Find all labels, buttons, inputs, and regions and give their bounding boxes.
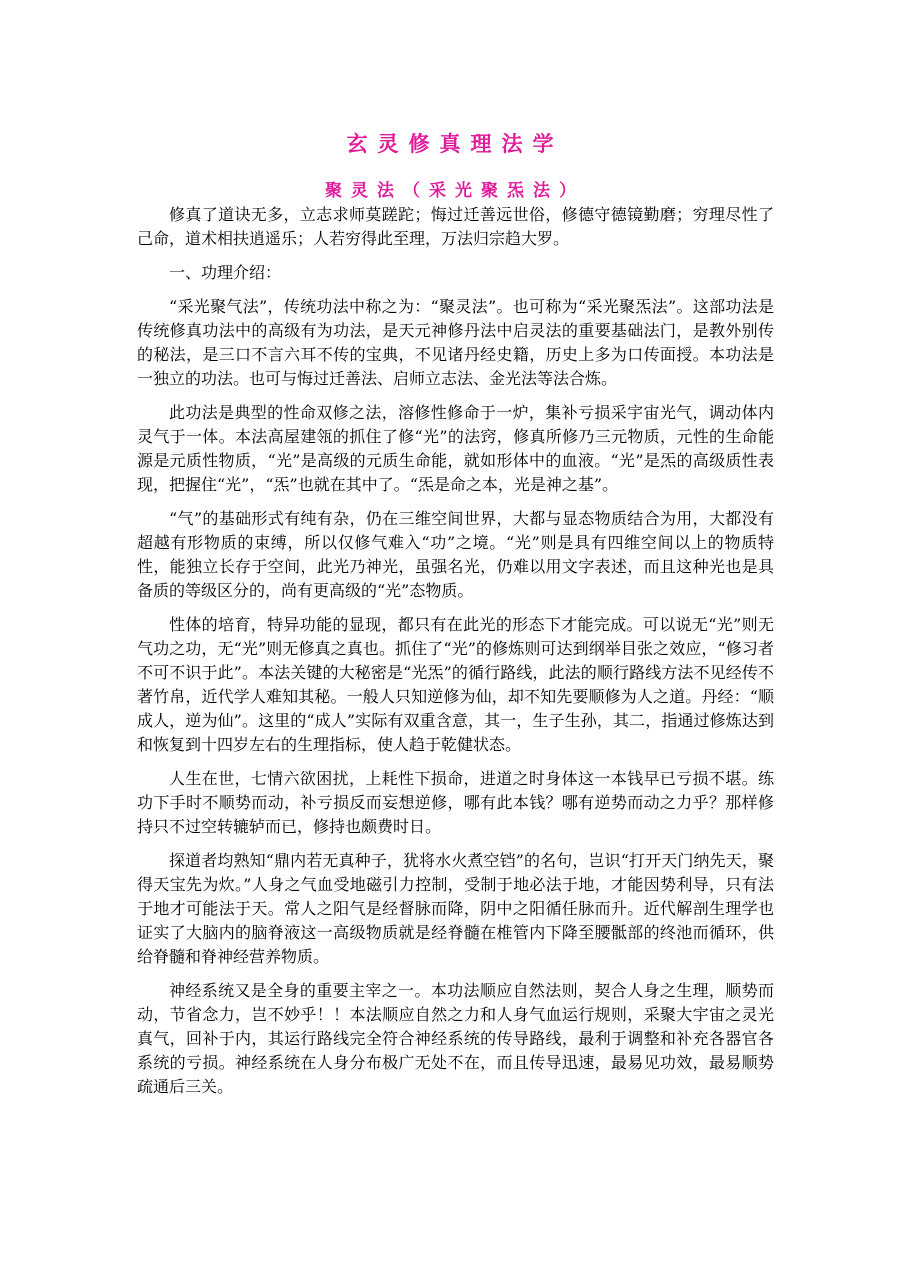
body-paragraph-1: “采光聚气法”，传统功法中称之为：“聚灵法”。也可称为“采光聚炁法”。这部功法是传统修真功法中的高级有为功法，是天元神修丹法中启灵法的重要基础法门，是教外别传的秘法，是三口不言六耳不传的宝典，不见诸丹经史籍，历史上多为口传面授。本功法是一独立的功法。也可与悔过迁善法、启师立志法、金光法等法合炼。 <box>137 297 774 388</box>
body-paragraph-6: 探道者均熟知“鼎内若无真种子，犹将水火煮空铛”的名句，岂识“打开天门纳先天，聚得天宝先为炊。”人身之气血受地磁引力控制，受制于地必法于地，才能因势利导，只有法于地才可能法于天。常人之阳气是经督脉而降，阴中之阳循任脉而升。近代解剖生理学也证实了大脑内的脑脊液这一高级物质就是经脊髓在椎管内下降至腰骶部的终池而循环，供给脊髓和脊神经营养物质。 <box>137 851 774 966</box>
body-paragraph-7: 神经系统又是全身的重要主宰之一。本功法顺应自然法则，契合人身之生理，顺势而动，节省念力，岂不妙乎！！本法顺应自然之力和人身气血运行规则，采聚大宇宙之灵光真气，回补于内，其运行路线完全符合神经系统的传导路线，最利于调整和补充各器官各系统的亏损。神经系统在人身分布极广无处不在，而且传导迅速，最易见功效，最易顺势疏通后三关。 <box>137 981 774 1096</box>
document-body <box>137 203 774 1109</box>
body-paragraph-2: 此功法是典型的性命双修之法，溶修性修命于一炉，集补亏损采宇宙光气，调动体内灵气于一体。本法高屋建瓴的抓住了修“光”的法窍，修真所修乃三元物质，元性的生命能源是元质性物质，“光”是高级的元质生命能，就如形体中的血液。“光”是炁的高级质性表现，把握住“光”，“炁”也就在其中了。“炁是命之本，光是神之基”。 <box>137 403 774 494</box>
document-title: 玄灵修真理法学 <box>346 131 564 156</box>
body-paragraph-5: 人生在世，七情六欲困扰，上耗性下损命，进道之时身体这一本钱早已亏损不堪。练功下手时不顺势而动，补亏损反而妄想逆修，哪有此本钱？哪有逆势而动之力乎？那样修持只不过空转辘轳而已，修持也颇费时日。 <box>137 769 774 836</box>
intro-paragraph: 修真了道诀无多，立志求师莫蹉跎；悔过迁善远世俗，修德守德镜勤磨；穷理尽性了己命，道术相扶逍遥乐；人若穷得此至理，万法归宗趋大罗。 <box>137 205 774 248</box>
body-paragraph-3: “气”的基础形式有纯有杂，仍在三维空间世界，大都与显态物质结合为用，大都没有超越有形物质的束缚，所以仅修气难入“功”之境。“光”则是具有四维空间以上的物质特性，能独立长存于空间，此光乃神光，虽强名光，仍难以用文字表述，而且这种光也是具备质的等级区分的，尚有更高级的“光”态物质。 <box>137 509 774 600</box>
section-heading: 一、功理介绍： <box>169 263 282 282</box>
body-paragraph-4: 性体的培育，特异功能的显现，都只有在此光的形态下才能完成。可以说无“光”则无气功之功，无“光”则无修真之真也。抓住了“光”的修炼则可达到纲举目张之效应，“修习者不可不识于此”。本法关键的大秘密是“光炁”的循行路线，此法的顺行路线方法不见经传不著竹帛，近代学人难知其秘。一般人只知逆修为仙，却不知先要顺修为人之道。丹经：“顺成人，逆为仙”。这里的“成人”实际有双重含意，其一，生子生孙，其二，指通过修炼达到和恢复到十四岁左右的生理指标，使人趋于乾健状态。 <box>137 615 774 754</box>
document-subtitle: 聚灵法（采光聚炁法） <box>325 181 585 201</box>
